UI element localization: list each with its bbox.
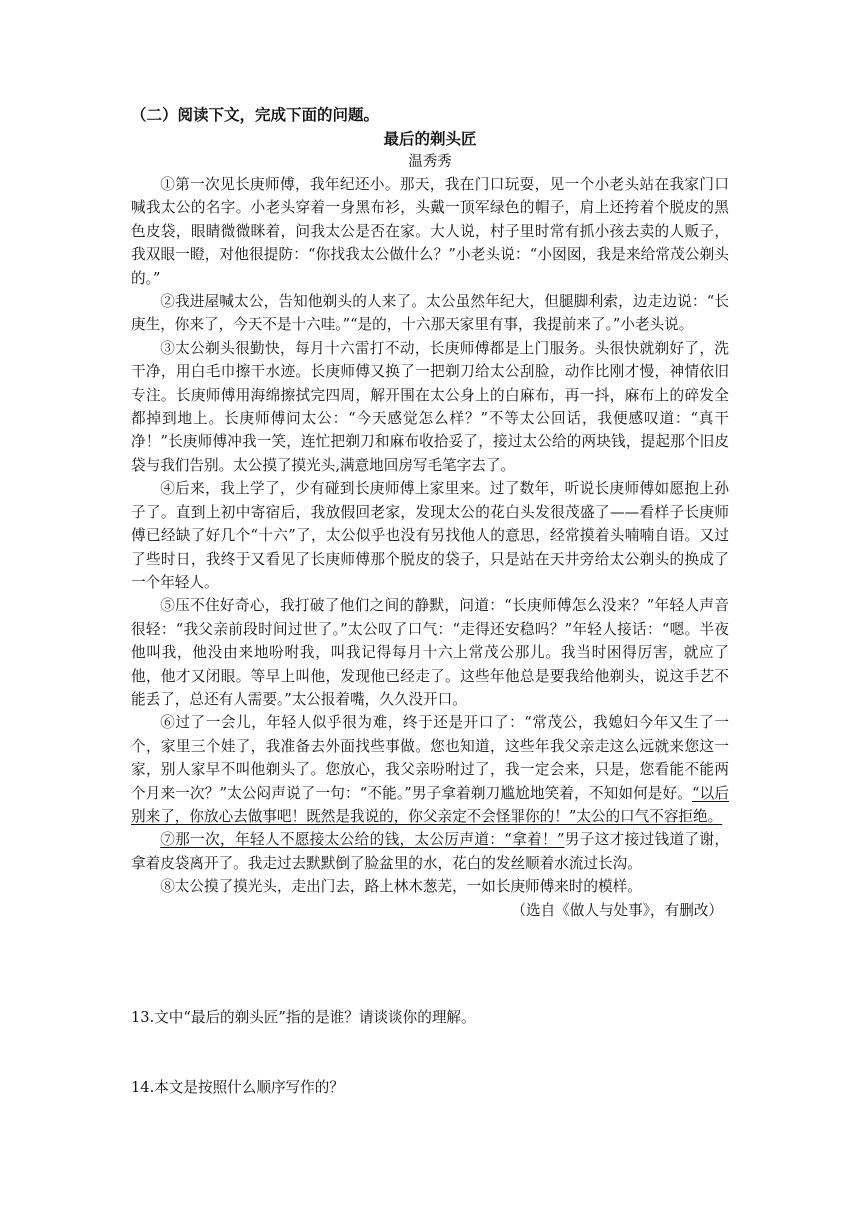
paragraph-7-text: 男子这才接过钱道了谢，拿着皮袋离开了。我走过去默默倒了脸盆里的水，花白的发丝顺着水流过长沟。 [131,831,729,872]
article-title: 最后的剃头匠 [383,130,477,148]
paragraph-4: ④后来，我上学了，少有碰到长庚师傅上家里来。过了数年，听说长庚师傅如愿抱上孙子了。直到上初中寄宿后，我放假回老家，发现太公的花白头发很茂盛了——看样子长庚师傅已经缺了好几个“十六”了，太公似乎也没有另找他人的意思，经常摸着头喃喃自语。又过了些时日，我终于又看见了长庚师傅那个脱皮的袋子，只是站在天井旁给太公剃头的换成了一个年轻人。 [131,480,729,591]
paragraph-6 [131,711,729,828]
paragraph-7 [131,828,729,875]
source-note: （选自《做人与处事》，有删改） [511,901,723,919]
paragraph-8: ⑧太公摸了摸光头，走出门去，路上林木葱芜，一如长庚师傅来时的模样。 [160,878,642,896]
question-13: 13.文中“最后的剃头匠”指的是谁？请谈谈你的理解。 [131,1009,476,1026]
section-heading: （二）阅读下文，完成下面的问题。 [131,106,380,124]
paragraph-1: ①第一次见长庚师傅，我年纪还小。那天，我在门口玩耍，见一个小老头站在我家门口喊我太公的名字。小老头穿着一身黑布衫，头戴一顶军绿色的帽子，肩上还挎着个脱皮的黑色皮袋，眼睛微微眯着，问我太公是否在家。大人说，村子里时常有抓小孩去卖的人贩子，我双眼一瞪，对他很提防：“你找我太公做什么？”小老头说：“小囡囡，我是来给常茂公剃头的。” [131,176,729,287]
question-14: 14.本文是按照什么顺序写作的？ [131,1079,344,1096]
underlined-sentence-2: ⑦那一次，年轻人不愿接太公给的钱，太公厉声道：“拿着！” [160,831,565,849]
article-author: 温秀秀 [408,154,452,170]
article-body [131,173,729,922]
paragraph-2: ②我进屋喊太公，告知他剃头的人来了。太公虽然年纪大，但腿脚利索，边走边说：“长庚生，你来了，今天不是十六哇。”“是的，十六那天家里有事，我提前来了。”小老头说。 [131,293,729,334]
paragraph-3: ③太公剃头很勤快，每月十六雷打不动，长庚师傅都是上门服务。头很快就剃好了，洗干净，用白毛巾擦干水迹。长庚师傅又换了一把剃刀给太公刮脸，动作比刚才慢，神情依旧专注。长庚师傅用海绵擦拭完四周，解开围在太公身上的白麻布，再一抖，麻布上的碎发全都掉到地上。长庚师傅问太公：“今天感觉怎么样？”不等太公回话，我便感叹道：“真干净！”长庚师傅冲我一笑，连忙把剃刀和麻布收拾妥了，接过太公给的两块钱，提起那个旧皮袋与我们告别。太公摸了摸光头,满意地回房写毛笔字去了。 [131,339,729,474]
paragraph-6-text: ⑥过了一会儿，年轻人似乎很为难，终于还是开口了：“常茂公，我媳妇今年又生了一个，家里三个娃了，我准备去外面找些事做。您也知道，这些年我父亲走这么远就来您这一家，别人家早不叫他剃头了。您放心，我父亲吩咐过了，我一定会来，只是，您看能不能两个月来一次？”太公闷声说了一句：“不能。”男子拿着剃刀尴尬地笑着，不知如何是好。 [131,714,729,802]
underlined-sentence-1: “以后别来了，你放心去做事吧！既然是我说的，你父亲定不会怪罪你的！”太公的口气不容拒绝。 [131,784,729,825]
paragraph-5: ⑤压不住好奇心，我打破了他们之间的静默，问道：“长庚师傅怎么没来？”年轻人声音很轻：“我父亲前段时间过世了。”太公叹了口气：“走得还安稳吗？”年轻人接话：“嗯。半夜他叫我，他没由来地吩咐我，叫我记得每月十六上常茂公那儿。我当时困得厉害，就应了他，他才又闭眼。等早上叫他，发现他已经走了。这些年他总是要我给他剃头，说这手艺不能丢了，总还有人需要。”太公报着嘴，久久没开口。 [131,597,729,708]
